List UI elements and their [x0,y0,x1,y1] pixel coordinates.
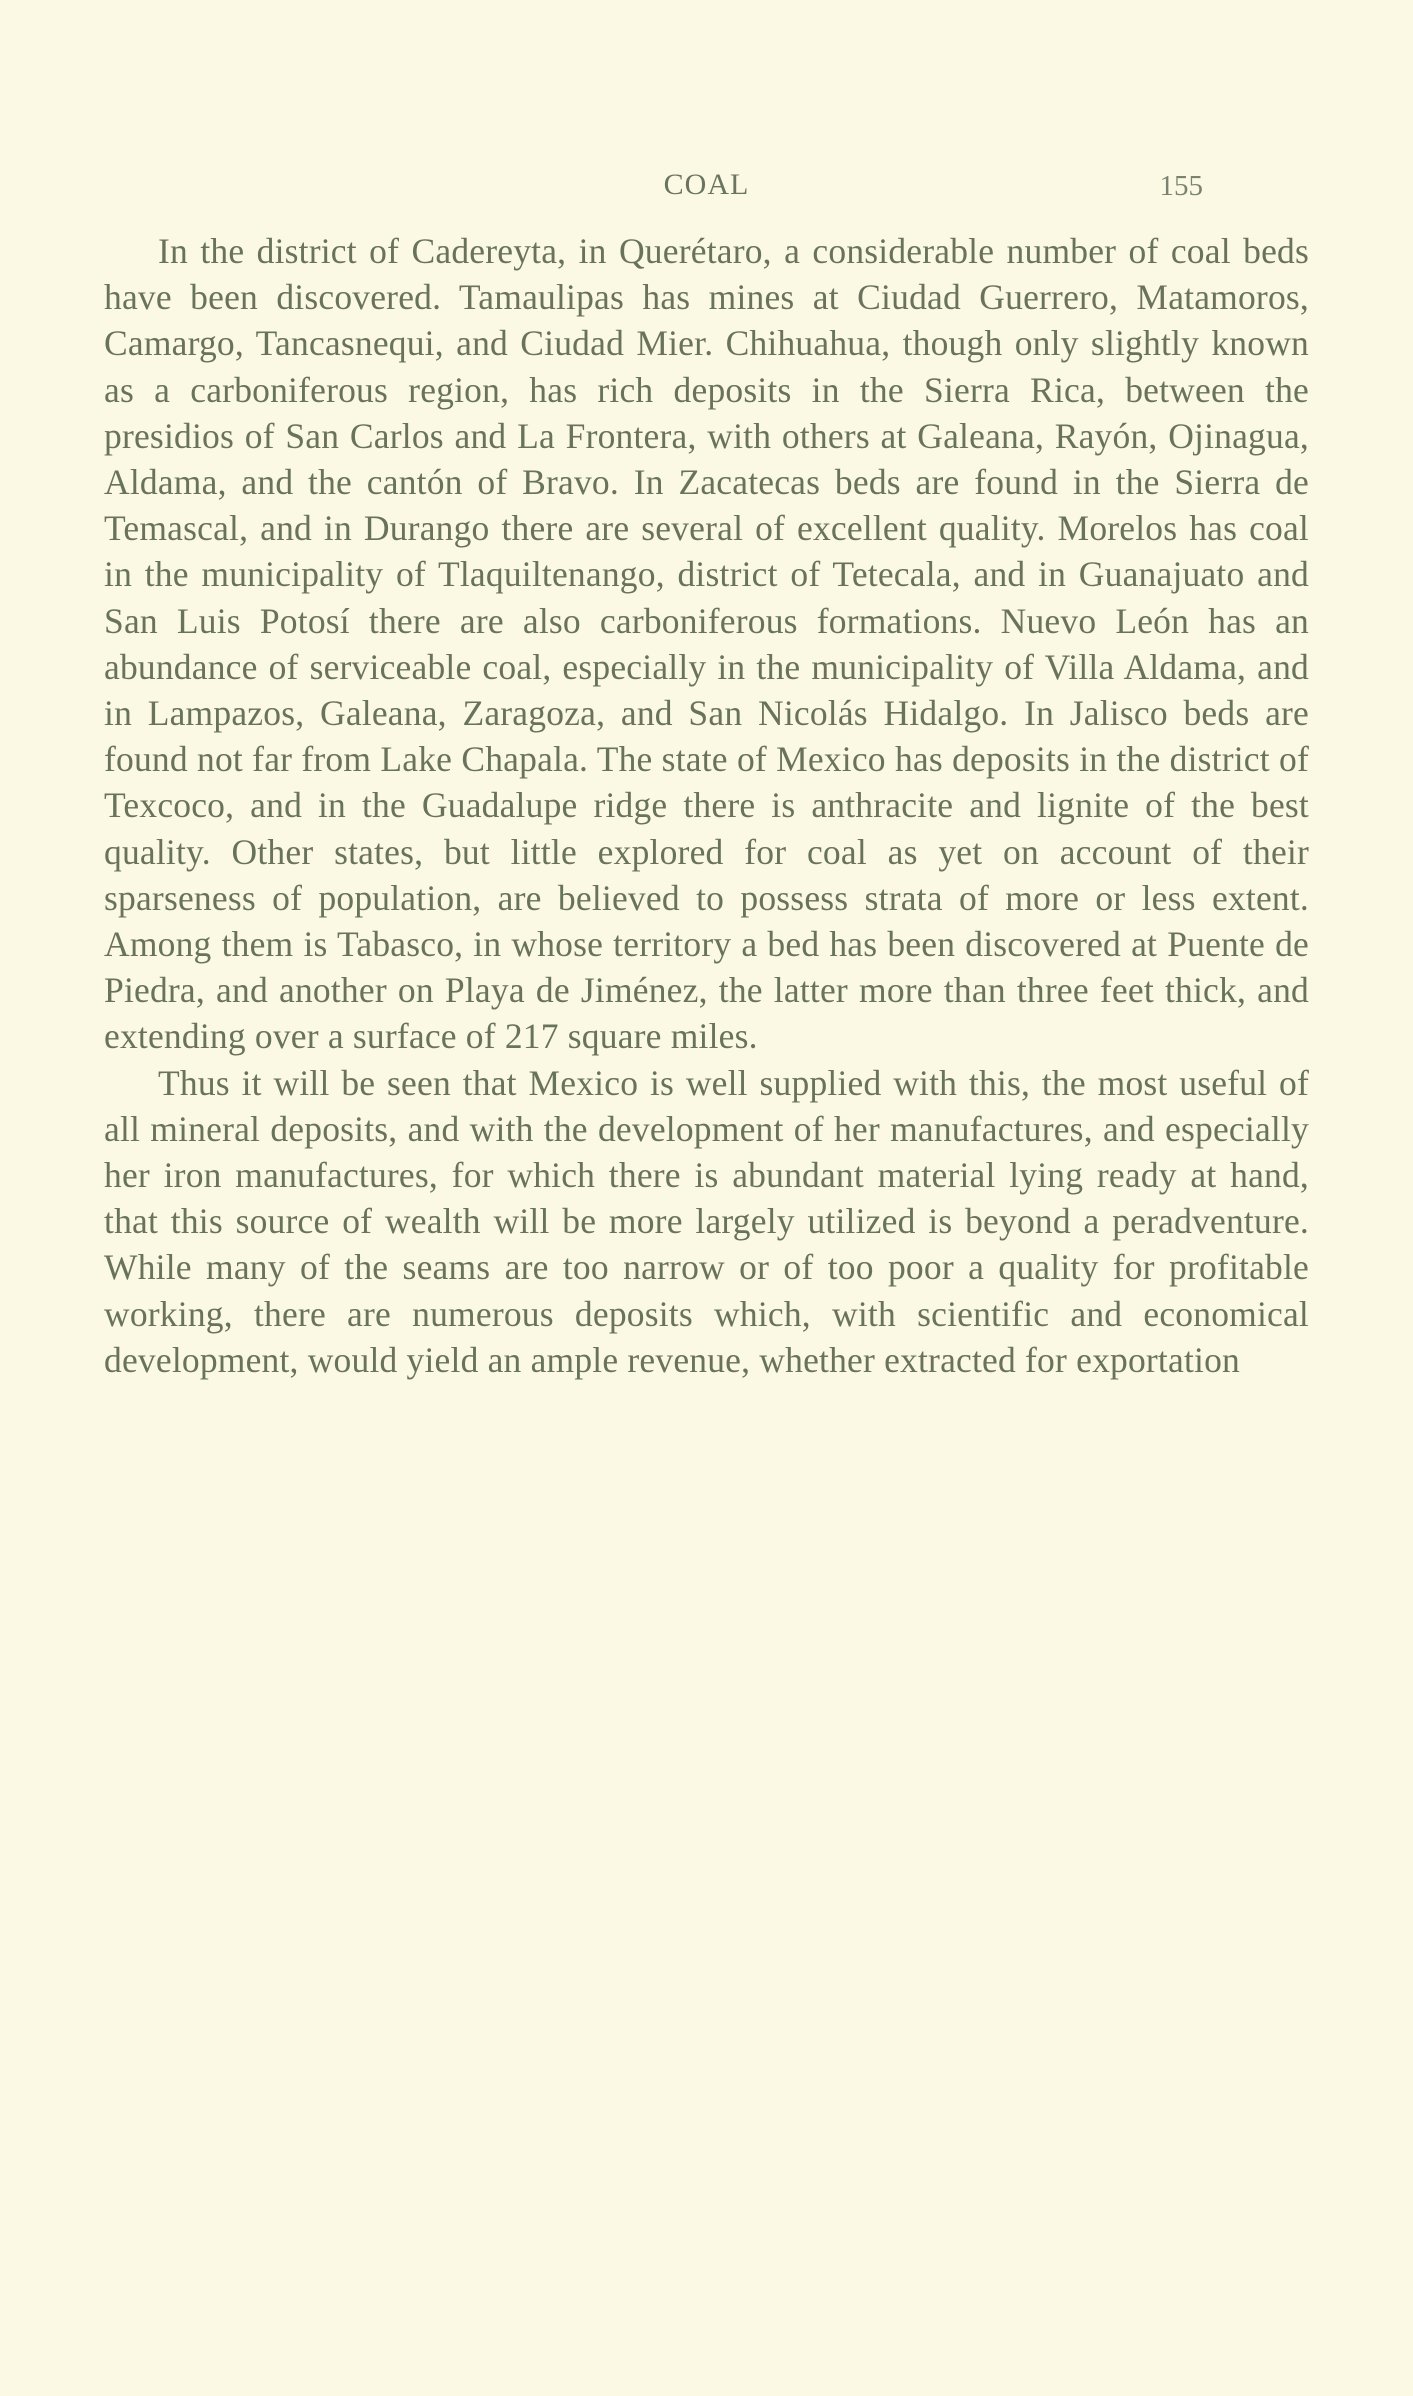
page-title: COAL [663,168,750,201]
page-number: 155 [1159,170,1203,202]
paragraph: Thus it will be seen that Mexico is well supplied with this, the most useful of all mineral deposits, and with the development of her manufactures, and especially her iron manufactures, for which there is abundant material lying ready at hand, that this source of wealth will be more largely utilized is beyond a peradventure. While many of the seams are too narrow or of too poor a quality for profitable working, there are numerous deposits which, with scientific and economical development, would yield an ample revenue, whether extracted for exportation [104,1062,1309,1380]
page-body [104,228,1309,1383]
page-header [126,168,1287,208]
paragraph: In the district of Cadereyta, in Querétaro, a considerable number of coal beds have been discovered. Tamaulipas has mines at Ciudad Guerrero, Matamoros, Camargo, Tancasnequi, and Ciudad Mier. Chihuahua, though only slightly known as a carboniferous region, has rich deposits in the Sierra Rica, between the presidios of San Carlos and La Frontera, with others at Galeana, Rayón, Ojinagua, Aldama, and the cantón of Bravo. In Zacatecas beds are found in the Sierra de Temascal, and in Durango there are several of excellent quality. Morelos has coal in the municipality of Tlaquiltenango, district of Tetecala, and in Guanajuato and San Luis Potosí there are also carboniferous formations. Nuevo León has an abundance of serviceable coal, especially in the municipality of Villa Aldama, and in Lampazos, Galeana, Zaragoza, and San Nicolás Hidalgo. In Jalisco beds are found not far from Lake Chapala. The state of Mexico has deposits in the district of Texcoco, and in the Guadalupe ridge there is anthracite and lignite of the best quality. Other states, but little explored for coal as yet on account of their sparseness of population, are believed to possess strata of more or less extent. Among them is Tabasco, in whose territory a bed has been discovered at Puente de Piedra, and another on Playa de Jiménez, the latter more than three feet thick, and extending over a surface of 217 square miles. [104,231,1309,1057]
